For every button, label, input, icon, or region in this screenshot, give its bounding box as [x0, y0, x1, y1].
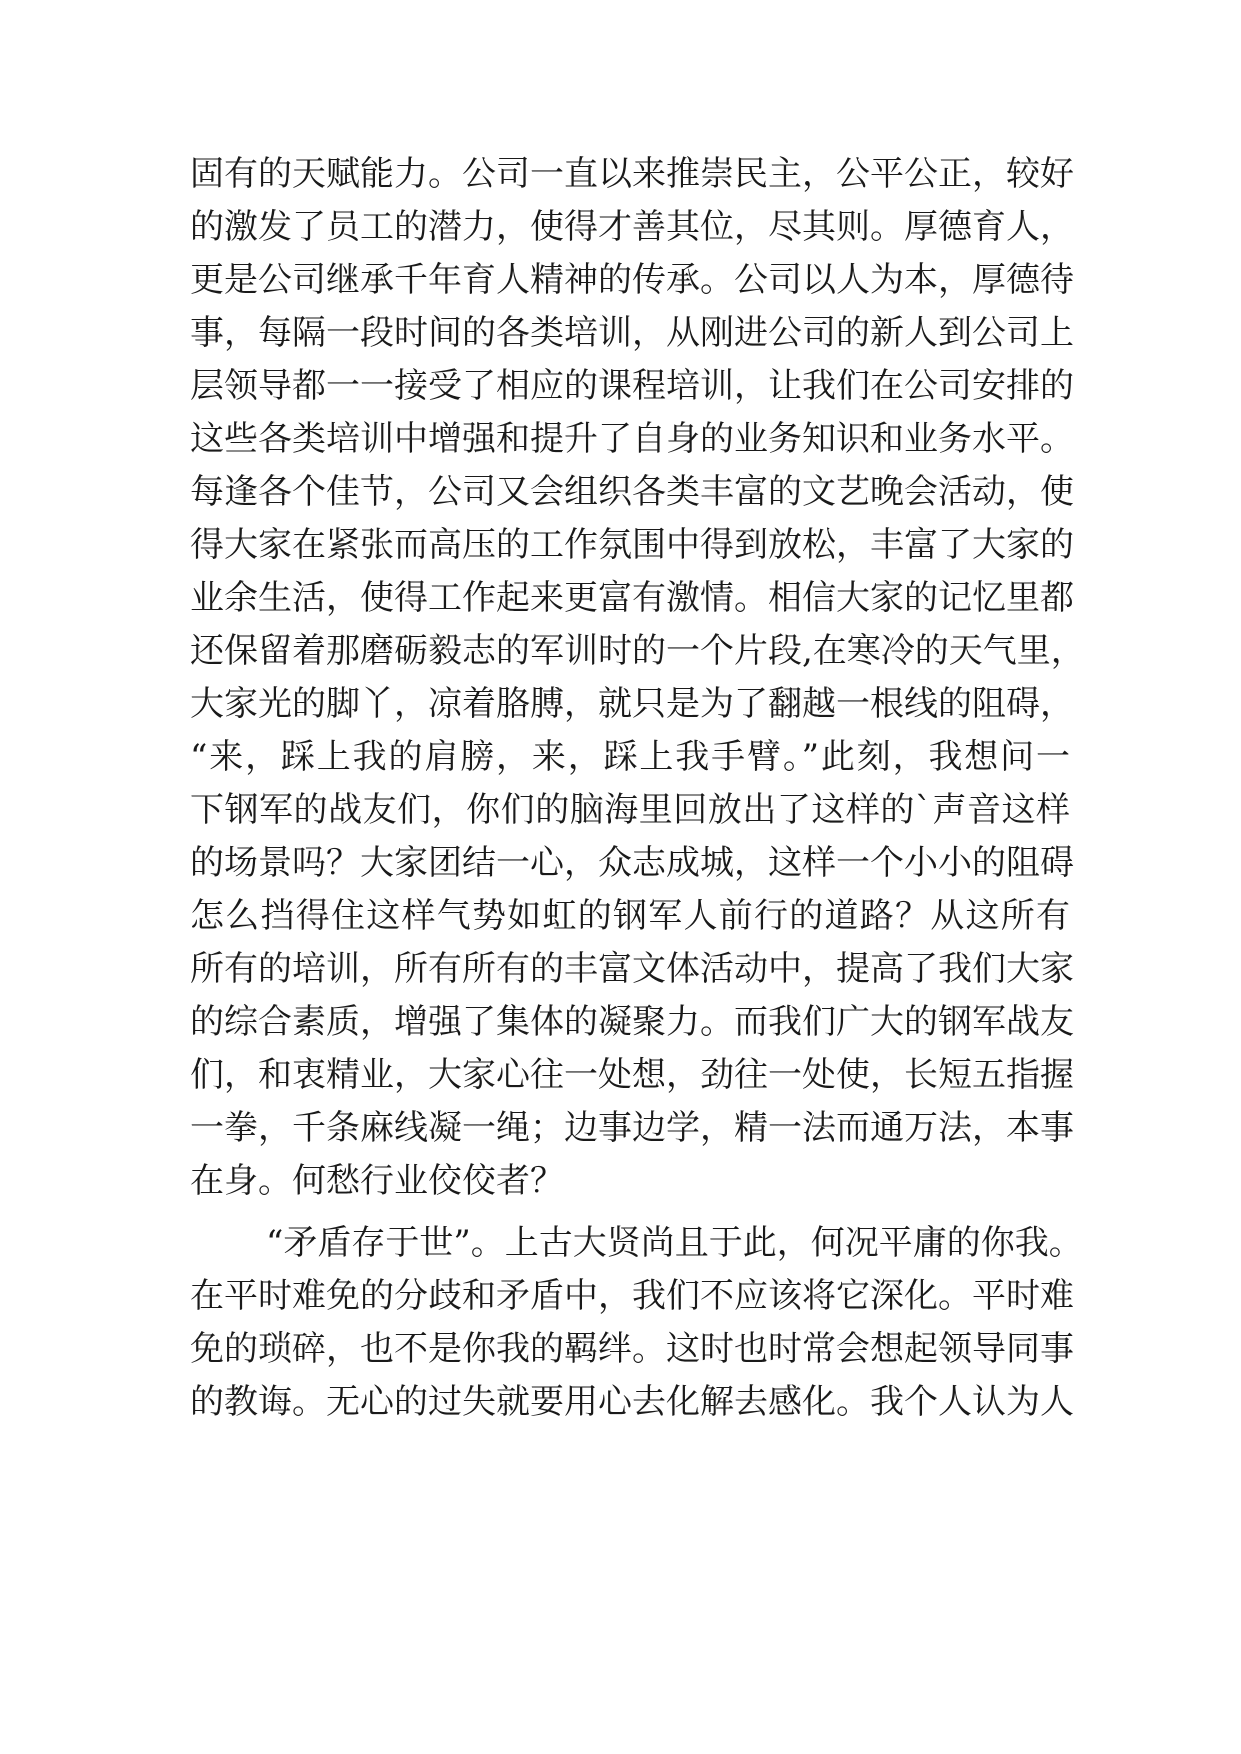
- text-line: “来，踩上我的肩膀，来，踩上我手臂。”此刻，我想问一: [190, 737, 1070, 777]
- text-line: “矛盾存于世”。上古大贤尚且于此，何况平庸的你我。: [266, 1223, 1083, 1263]
- text-line: 的激发了员工的潜力，使得才善其位，尽其则。厚德育人，: [190, 207, 1074, 247]
- text-line: 免的琐碎，也不是你我的羁绊。这时也时常会想起领导同事: [190, 1329, 1074, 1369]
- document-body: [190, 148, 1085, 1429]
- text-line: 怎么挡得住这样气势如虹的钢军人前行的道路？从这所有: [190, 896, 1070, 936]
- text-line: 的教诲。无心的过失就要用心去化解去感化。我个人认为人: [190, 1382, 1074, 1422]
- paragraph-1: [190, 148, 1085, 1208]
- text-line: 在身。何愁行业佼佼者？: [190, 1161, 564, 1201]
- paragraph-2: [190, 1217, 1083, 1429]
- text-line: 固有的天赋能力。公司一直以来推崇民主，公平公正，较好: [190, 154, 1074, 194]
- text-line: 更是公司继承千年育人精神的传承。公司以人为本，厚德待: [190, 260, 1074, 300]
- text-line: 们，和衷精业，大家心往一处想，劲往一处使，长短五指握: [190, 1055, 1074, 1095]
- text-line: 事，每隔一段时间的各类培训，从刚进公司的新人到公司上: [190, 313, 1074, 353]
- text-line: 大家光的脚丫，凉着胳膊，就只是为了翻越一根线的阻碍，: [190, 684, 1074, 724]
- text-line: 在平时难免的分歧和矛盾中，我们不应该将它深化。平时难: [190, 1276, 1074, 1316]
- text-line: 的综合素质，增强了集体的凝聚力。而我们广大的钢军战友: [190, 1002, 1074, 1042]
- text-line: 每逢各个佳节，公司又会组织各类丰富的文艺晚会活动，使: [190, 472, 1074, 512]
- text-line: 层领导都一一接受了相应的课程培训，让我们在公司安排的: [190, 366, 1074, 406]
- text-line: 业余生活，使得工作起来更富有激情。相信大家的记忆里都: [190, 578, 1074, 618]
- paragraph-spacer: [190, 1208, 1070, 1217]
- text-line: 还保留着那磨砺毅志的军训时的一个片段,在寒冷的天气里，: [190, 631, 1085, 671]
- text-line: 的场景吗？大家团结一心，众志成城，这样一个小小的阻碍: [190, 843, 1074, 883]
- text-line: 所有的培训，所有所有的丰富文体活动中，提高了我们大家: [190, 949, 1074, 989]
- text-line: 下钢军的战友们，你们的脑海里回放出了这样的`声音这样: [190, 790, 1070, 830]
- text-line: 一拳，千条麻线凝一绳；边事边学，精一法而通万法，本事: [190, 1108, 1074, 1148]
- text-line: 得大家在紧张而高压的工作氛围中得到放松，丰富了大家的: [190, 525, 1074, 565]
- text-line: 这些各类培训中增强和提升了自身的业务知识和业务水平。: [190, 419, 1074, 459]
